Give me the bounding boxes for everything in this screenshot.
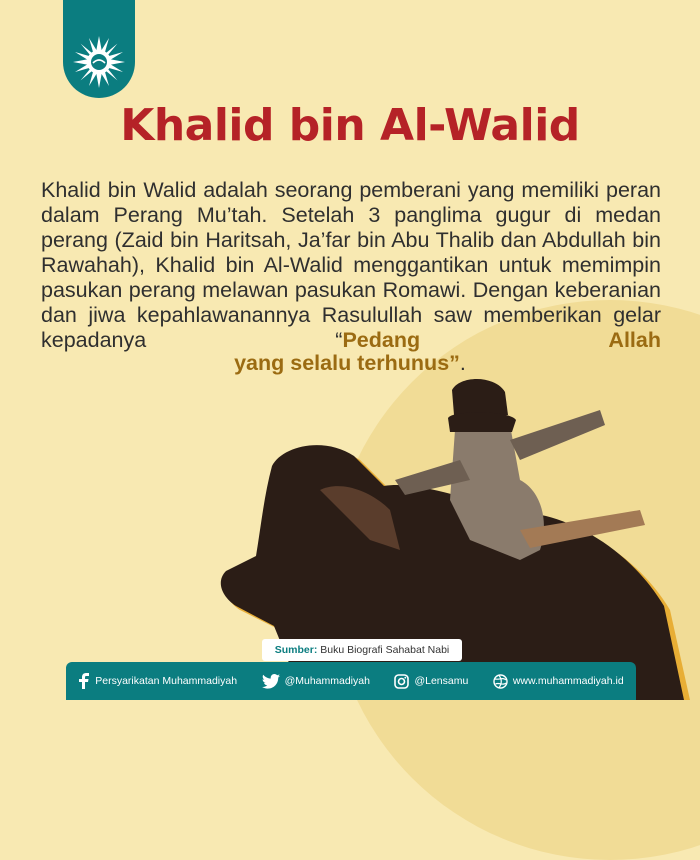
- quote-highlight-2: yang selalu terhunus”: [234, 351, 460, 375]
- quote-period: .: [459, 351, 466, 375]
- facebook-icon: [78, 673, 90, 689]
- page-title: Khalid bin Al-Walid: [120, 100, 580, 151]
- body-text: Khalid bin Walid adalah seorang pemberani yang memiliki peran dalam Perang Mu’tah. Setelah 3 panglima gugur di medan perang (Zaid bin Haritsah, Ja’far bin Abu Thalib dan Abdullah bin Rawahah), Khalid bin Al-Walid menggantikan untuk memimpin pasukan perang melawan pasukan Romawi. Dengan keberanian dan jiwa kepahlawanannya Rasulullah saw memberikan gelar kepadanya “: [41, 178, 661, 352]
- footer-twitter[interactable]: [262, 674, 370, 689]
- body-paragraph: [41, 178, 661, 353]
- source-note: [262, 639, 462, 661]
- muhammadiyah-logo-badge: [63, 0, 135, 98]
- twitter-icon: [262, 674, 280, 689]
- footer-website[interactable]: [493, 674, 624, 689]
- source-value: Buku Biografi Sahabat Nabi: [320, 644, 450, 656]
- twitter-handle: @Muhammadiyah: [284, 675, 370, 687]
- footer-facebook[interactable]: [78, 673, 237, 689]
- website-url: www.muhammadiyah.id: [512, 675, 624, 687]
- muhammadiyah-sun-icon: [71, 34, 127, 90]
- footer-social-bar: [66, 662, 636, 700]
- footer-instagram[interactable]: [394, 674, 468, 689]
- instagram-icon: [394, 674, 409, 689]
- instagram-handle: @Lensamu: [414, 675, 469, 687]
- source-label: Sumber:: [274, 644, 318, 656]
- globe-icon: [493, 674, 508, 689]
- quote-highlight-1: Pedang Allah: [342, 328, 661, 352]
- facebook-handle: Persyarikatan Muhammadiyah: [95, 675, 238, 687]
